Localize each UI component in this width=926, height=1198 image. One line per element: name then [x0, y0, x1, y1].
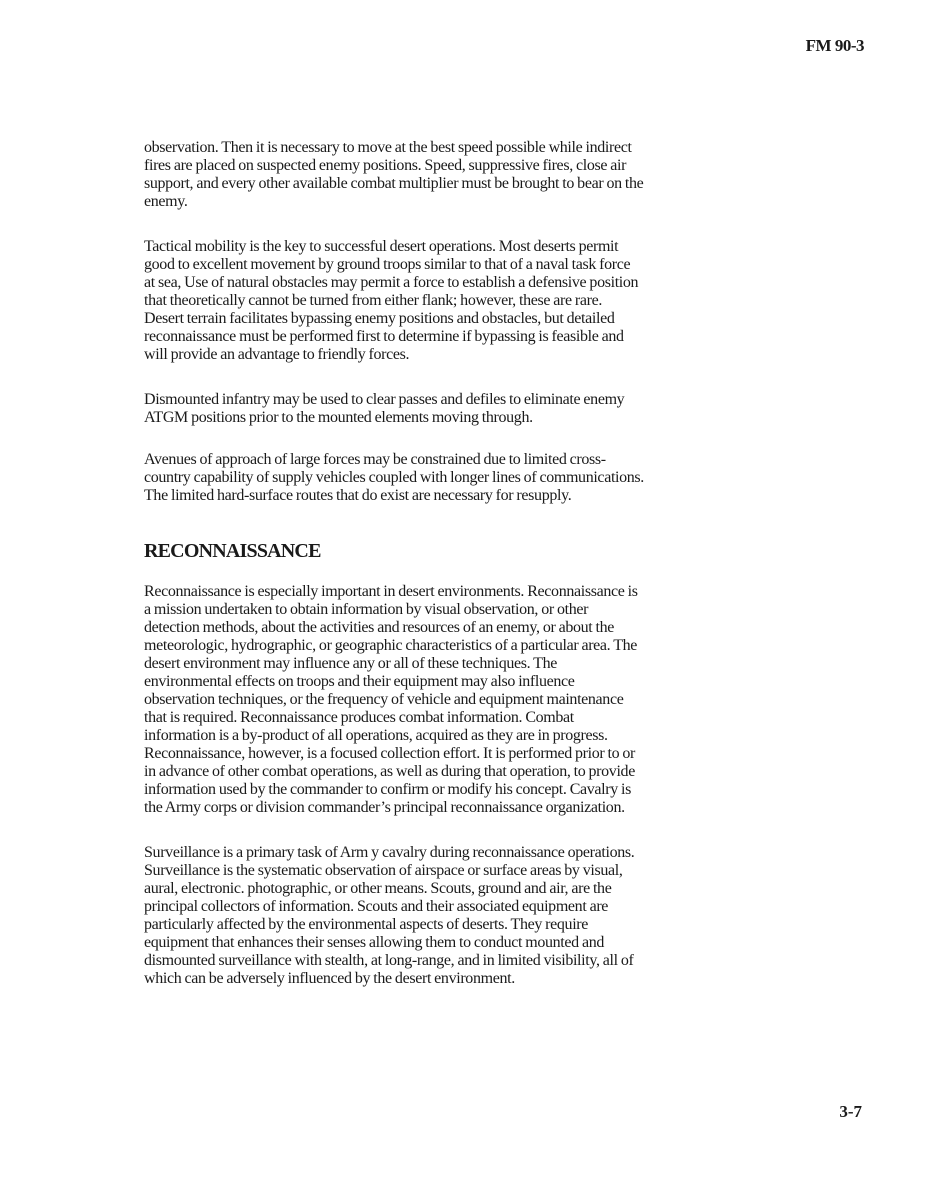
paragraph-tactical-mobility: Tactical mobility is the key to successful desert operations. Most deserts permit good to excellent movement by ground troops similar to that of a naval task force at sea, Use of natural obstacles may permit a force to establish a defensive position that theoretically cannot be turned from either flank; however, these are rare. Desert terrain facilitates bypassing enemy positions and obstacles, but detailed reconnaissance must be performed first to determine if bypassing is feasible and will provide an advantage to friendly forces.	[144, 238, 639, 363]
page-body	[144, 139, 644, 988]
section-heading-reconnaissance: RECONNAISSANCE	[144, 540, 321, 562]
manual-id: FM 90-3	[805, 36, 864, 55]
paragraph-avenues-of-approach: Avenues of approach of large forces may be constrained due to limited cross-country capability of supply vehicles coupled with longer lines of communications. The limited hard-surface routes that do exist are necessary for resupply.	[144, 451, 644, 504]
paragraph-dismounted-infantry: Dismounted infantry may be used to clear passes and defiles to eliminate enemy ATGM positions prior to the mounted elements moving through.	[144, 391, 625, 426]
paragraph-surveillance: Surveillance is a primary task of Arm y cavalry during reconnaissance operations. Surveillance is the systematic observation of airspace or surface areas by visual, aural, electronic. photographic, or other means. Scouts, ground and air, are the principal collectors of information. Scouts and their associated equipment are particularly affected by the environmental aspects of deserts. They require equipment that enhances their senses allowing them to conduct mounted and dismounted surveillance with stealth, at long-range, and in limited visibility, all of which can be adversely influenced by the desert environment.	[144, 844, 635, 987]
page-number: 3-7	[839, 1102, 862, 1121]
paragraph-reconnaissance: Reconnaissance is especially important in desert environments. Reconnaissance is a mission undertaken to obtain information by visual observation, or other detection methods, about the activities and resources of an enemy, or about the meteorologic, hydrographic, or geographic characteristics of a particular area. The desert environment may influence any or all of these techniques. The environmental effects on troops and their equipment may also influence observation techniques, or the frequency of vehicle and equipment maintenance that is required. Reconnaissance produces combat information. Combat information is a by-product of all operations, acquired as they are in progress. Reconnaissance, however, is a focused collection effort. It is performed prior to or in advance of other combat operations, as well as during that operation, to provide information used by the commander to confirm or modify his concept. Cavalry is the Army corps or division commander’s principal reconnaissance organization.	[144, 583, 638, 816]
paragraph-observation: observation. Then it is necessary to move at the best speed possible while indirect fires are placed on suspected enemy positions. Speed, suppressive fires, close air support, and every other available combat multiplier must be brought to bear on the enemy.	[144, 139, 644, 210]
